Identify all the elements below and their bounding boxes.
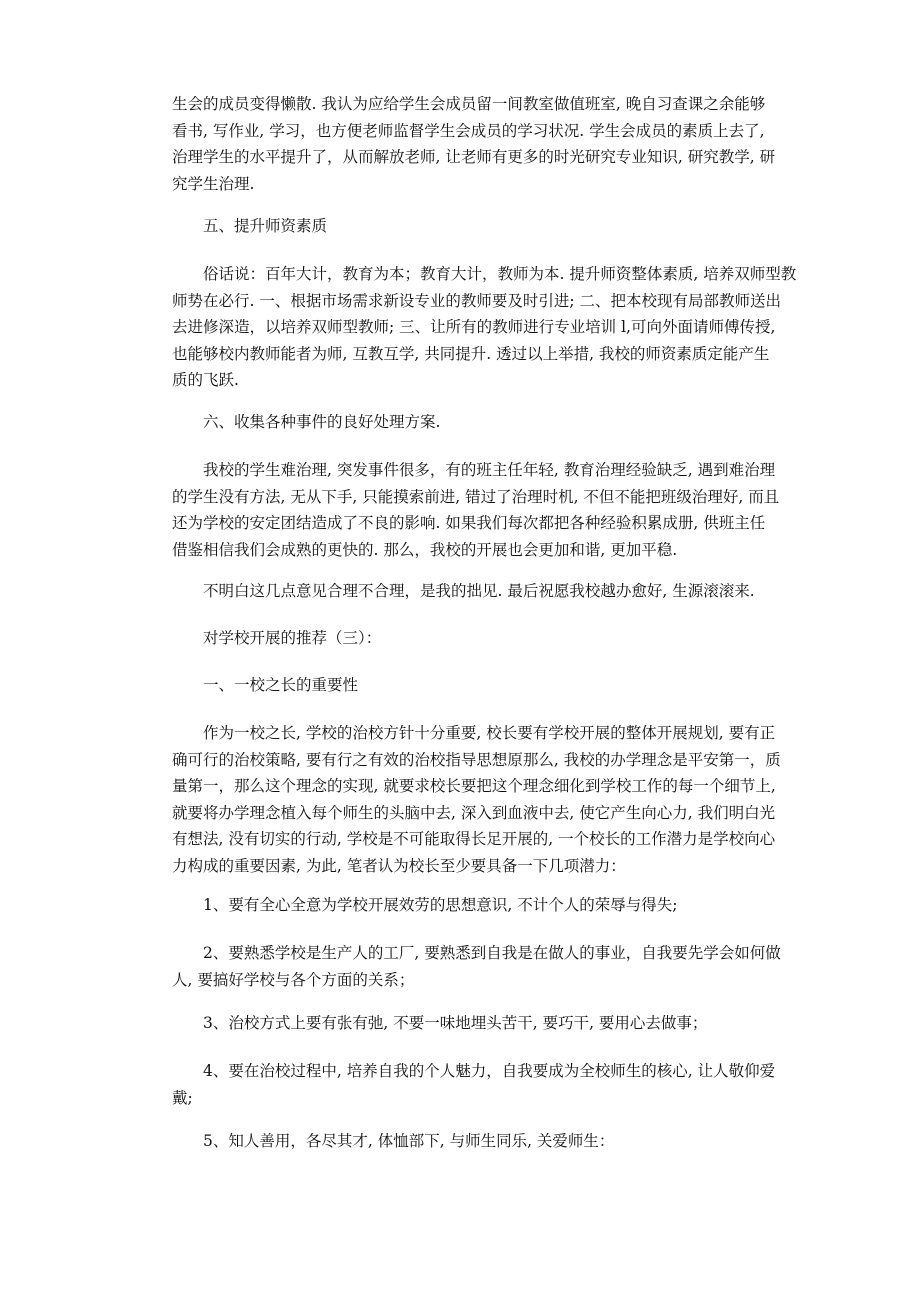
text-line: 5、知人善用，各尽其才, 体恤部下, 与师生同乐, 关爱师生： <box>203 1132 615 1150</box>
paragraph <box>172 457 780 563</box>
list-item <box>172 1058 776 1111</box>
text-line: 3、治校方式上要有张有弛, 不要一味地埋头苦干, 要巧干, 要用心去做事； <box>203 1014 708 1032</box>
paragraph <box>172 720 781 879</box>
section-heading <box>203 625 803 652</box>
text-line: 对学校开展的推荐（三）： <box>203 629 382 647</box>
paragraph <box>203 578 803 605</box>
text-line: 去进修深造，以培养双师型教师; 三、让所有的教师进行专业培训 l,可向外面请师傅传授, <box>172 318 776 336</box>
text-line: 不明白这几点意见合理不合理，是我的拙见. 最后祝愿我校越办愈好, 生源滚滚来. <box>203 582 755 600</box>
text-line: 生会的成员变得懒散. 我认为应给学生会成员留一间教室做值班室, 晚自习查课之余能够 <box>172 95 766 113</box>
section-heading <box>203 213 803 240</box>
list-item <box>203 892 803 919</box>
list-item <box>203 1128 803 1155</box>
section-heading <box>203 409 803 436</box>
text-line: 借鉴相信我们会成熟的更快的. 那么，我校的开展也会更加和谐, 更加平稳. <box>172 540 678 559</box>
text-line: 一、一校之长的重要性 <box>203 676 359 694</box>
text-line: 质的飞跃. <box>172 371 239 389</box>
text-line: 看书, 写作业, 学习，也方便老师监督学生会成员的学习状况. 学生会成员的素质上去了, <box>172 121 765 140</box>
text-line: 治理学生的水平提升了，从而解放老师, 让老师有更多的时光研究专业知识, 研究教学, 研 <box>172 148 776 166</box>
text-line: 也能够校内教师能者为师, 互教互学, 共同提升. 透过以上举措, 我校的师资素质定能产生 <box>172 344 770 363</box>
text-line: 力构成的重要因素, 为此, 笔者认为校长至少要具备一下几项潜力： <box>172 856 626 875</box>
text-line: 五、提升师资素质 <box>203 217 328 235</box>
text-line: 的学生没有方法, 无从下手, 只能摸索前进, 错过了治理时机, 不但不能把班级治理好, 而且 <box>172 487 780 506</box>
paragraph <box>172 91 776 197</box>
list-item <box>172 940 781 993</box>
section-heading <box>203 672 803 699</box>
text-line: 人, 要搞好学校与各个方面的关系； <box>172 970 415 989</box>
text-line: 究学生治理. <box>172 174 255 193</box>
paragraph <box>172 261 797 394</box>
text-line: 1、要有全心全意为学校开展效劳的思想意识, 不计个人的荣辱与得失; <box>203 896 678 914</box>
text-line: 我校的学生难治理, 突发事件很多，有的班主任年轻, 教育治理经验缺乏, 遇到难治理 <box>203 461 776 479</box>
text-line: 戴; <box>172 1088 193 1107</box>
text-line: 六、收集各种事件的良好处理方案. <box>203 413 441 431</box>
text-line: 俗话说：百年大计，教育为本；教育大计，教师为本. 提升师资整体素质, 培养双师型教 <box>203 265 797 283</box>
text-line: 还为学校的安定团结造成了不良的影响. 如果我们每次都把各种经验积累成册, 供班主任 <box>172 514 766 532</box>
text-line: 就要将办学理念植入每个师生的头脑中去, 深入到血液中去, 使它产生向心力, 我们明白光 <box>172 803 776 822</box>
text-line: 量第一，那么这个理念的实现, 就要求校长要把这个理念细化到学校工作的每一个细节上, <box>172 777 776 795</box>
text-line: 4、要在治校过程中, 培养自我的个人魅力，自我要成为全校师生的核心, 让人敬仰爱 <box>203 1062 776 1080</box>
text-line: 师势在必行. 一、根据市场需求新设专业的教师要及时引进; 二、把本校现有局部教师送出 <box>172 291 782 310</box>
text-line: 有想法, 没有切实的行动, 学校是不可能取得长足开展的, 一个校长的工作潜力是学校向心 <box>172 830 776 848</box>
text-line: 2、要熟悉学校是生产人的工厂, 要熟悉到自我是在做人的事业，自我要先学会如何做 <box>203 944 781 962</box>
list-item <box>203 1010 803 1037</box>
text-line: 作为一校之长, 学校的治校方针十分重要, 校长要有学校开展的整体开展规划, 要有正 <box>203 724 776 742</box>
text-line: 确可行的治校策略, 要有行之有效的治校指导思想原那么, 我校的办学理念是平安第一，质 <box>172 750 781 769</box>
